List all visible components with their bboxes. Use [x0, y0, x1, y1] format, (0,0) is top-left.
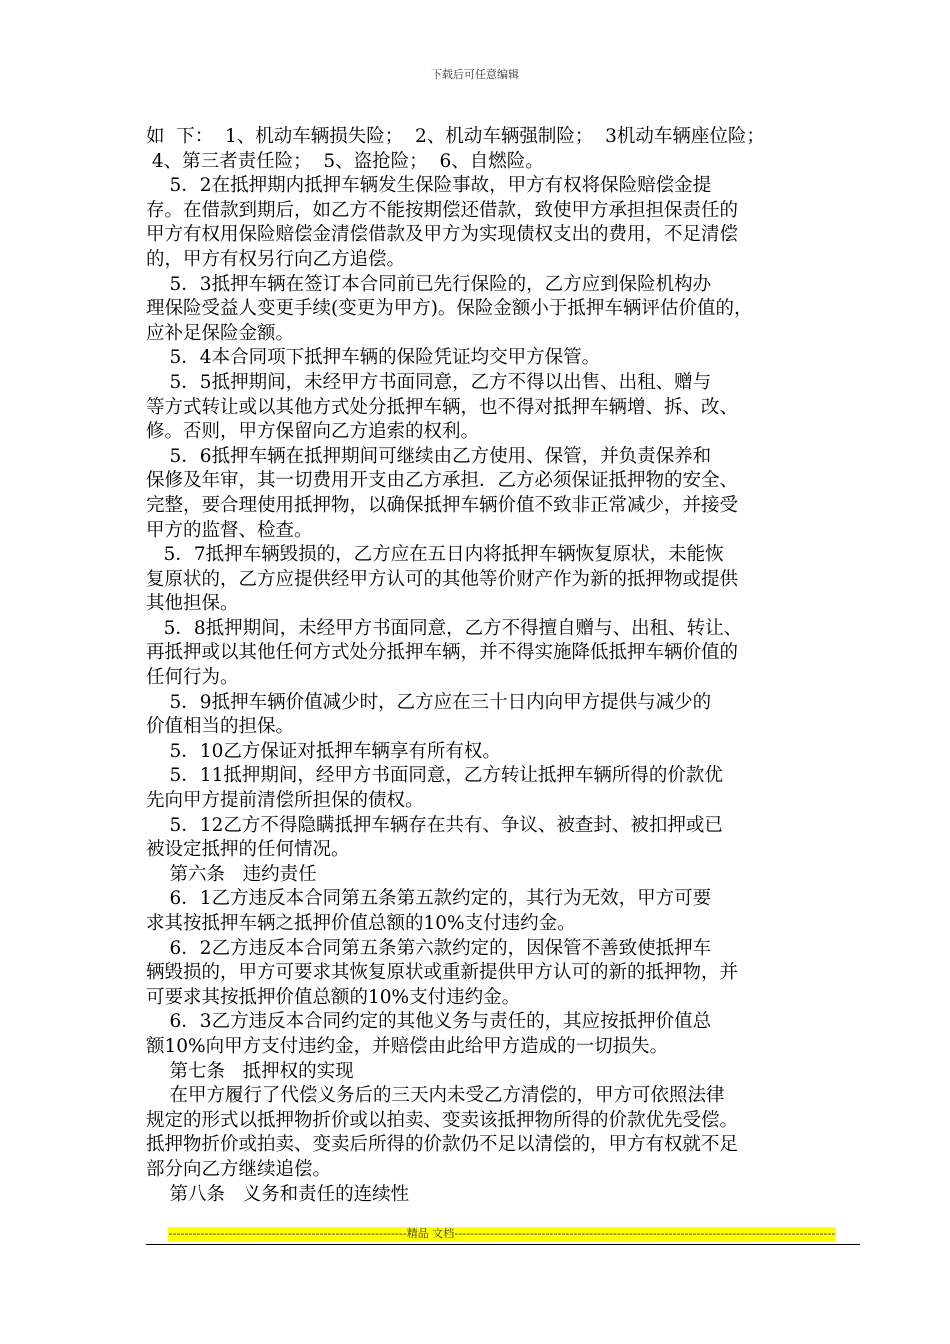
text-line: 第七条 抵押权的实现	[146, 1060, 354, 1082]
text-line: 价值相当的担保。	[146, 716, 295, 738]
text-line: 等方式转让或以其他方式处分抵押车辆，也不得对抵押车辆增、拆、改、	[146, 396, 739, 418]
text-line: 额10%向甲方支付违约金，并赔偿由此给甲方造成的一切损失。	[146, 1035, 669, 1057]
text-line: 5．9抵押车辆价值减少时，乙方应在三十日内向甲方提供与减少的	[146, 691, 712, 713]
text-line: 5．8抵押期间，未经甲方书面同意，乙方不得擅自赠与、出租、转让、	[146, 617, 743, 639]
text-line: 5．7抵押车辆毁损的，乙方应在五日内将抵押车辆恢复原状，未能恢	[146, 544, 724, 566]
text-line: 修。否则，甲方保留向乙方追索的权利。	[146, 421, 480, 443]
text-line: 可要求其按抵押价值总额的10%支付违约金。	[146, 986, 521, 1008]
text-line: 5．6抵押车辆在抵押期间可继续由乙方使用、保管，并负责保养和	[146, 445, 712, 467]
text-line: 复原状的，乙方应提供经甲方认可的其他等价财产作为新的抵押物或提供	[146, 568, 739, 590]
text-line: 辆毁损的，甲方可要求其恢复原状或重新提供甲方认可的新的抵押物，并	[146, 962, 739, 984]
contract-body-text	[146, 125, 860, 1207]
text-line: 5．5抵押期间，未经甲方书面同意，乙方不得以出售、出租、赠与	[146, 371, 712, 393]
text-line: 在甲方履行了代偿义务后的三天内未受乙方清偿的，甲方可依照法律	[146, 1085, 725, 1107]
text-line: 存。在借款到期后，如乙方不能按期偿还借款，致使甲方承担担保责任的	[146, 199, 739, 221]
text-line: 应补足保险金额。	[146, 322, 295, 344]
text-line: 被设定抵押的任何情况。	[146, 839, 350, 861]
text-line: 4、第三者责任险； 5、盗抢险； 6、自燃险。	[146, 150, 544, 172]
text-line: 5．3抵押车辆在签订本合同前已先行保险的，乙方应到保险机构办	[146, 273, 712, 295]
text-line: 6．3乙方违反本合同约定的其他义务与责任的，其应按抵押价值总	[146, 1011, 712, 1033]
text-line: 如 下： 1、机动车辆损失险； 2、机动车辆强制险； 3机动车辆座位险；	[146, 126, 765, 147]
text-line: 完整，要合理使用抵押物，以确保抵押车辆价值不致非正常减少，并接受	[146, 494, 739, 516]
text-line: 第六条 违约责任	[146, 863, 317, 885]
text-line: 6．2乙方违反本合同第五条第六款约定的，因保管不善致使抵押车	[146, 937, 712, 959]
text-line: 6．1乙方违反本合同第五条第五款约定的，其行为无效，甲方可要	[146, 888, 712, 910]
text-line: 先向甲方提前清偿所担保的债权。	[146, 790, 424, 812]
text-line: 5．11抵押期间，经甲方书面同意，乙方转让抵押车辆所得的价款优	[146, 765, 723, 787]
text-line: 5．2在抵押期内抵押车辆发生保险事故，甲方有权将保险赔偿金提	[146, 175, 712, 197]
text-line: 保修及年审，其一切费用开支由乙方承担．乙方必须保证抵押物的安全、	[146, 470, 739, 492]
text-line: 理保险受益人变更手续(变更为甲方)。保险金额小于抵押车辆评估价值的，	[146, 298, 753, 320]
text-line: 抵押物折价或拍卖、变卖后所得的价款仍不足以清偿的，甲方有权就不足	[146, 1134, 739, 1156]
text-line: 规定的形式以抵押物折价或以拍卖、变卖该抵押物所得的价款优先受偿。	[146, 1109, 739, 1131]
text-line: 5．12乙方不得隐瞒抵押车辆存在共有、争议、被查封、被扣押或已	[146, 814, 723, 836]
text-line: 第八条 义务和责任的连续性	[146, 1183, 410, 1205]
footer-banner: ------------------------------------------------------------精品 文档------------------------------------------------------------------------------------------------	[168, 1227, 836, 1240]
footer-divider	[146, 1244, 860, 1245]
text-line: 甲方的监督、检查。	[146, 519, 313, 541]
text-line: 的，甲方有权另行向乙方追偿。	[146, 248, 406, 270]
text-line: 其他担保。	[146, 593, 239, 615]
header-note: 下载后可任意编辑	[431, 68, 519, 81]
text-line: 再抵押或以其他任何方式处分抵押车辆，并不得实施降低抵押车辆价值的	[146, 642, 739, 664]
text-line: 甲方有权用保险赔偿金清偿借款及甲方为实现债权支出的费用，不足清偿	[146, 224, 739, 246]
text-line: 5．10乙方保证对抵押车辆享有所有权。	[146, 740, 501, 762]
text-line: 部分向乙方继续追偿。	[146, 1158, 332, 1180]
text-line: 5．4本合同项下抵押车辆的保险凭证均交甲方保管。	[146, 347, 601, 369]
text-line: 任何行为。	[146, 667, 239, 689]
text-line: 求其按抵押车辆之抵押价值总额的10%支付违约金。	[146, 913, 576, 934]
